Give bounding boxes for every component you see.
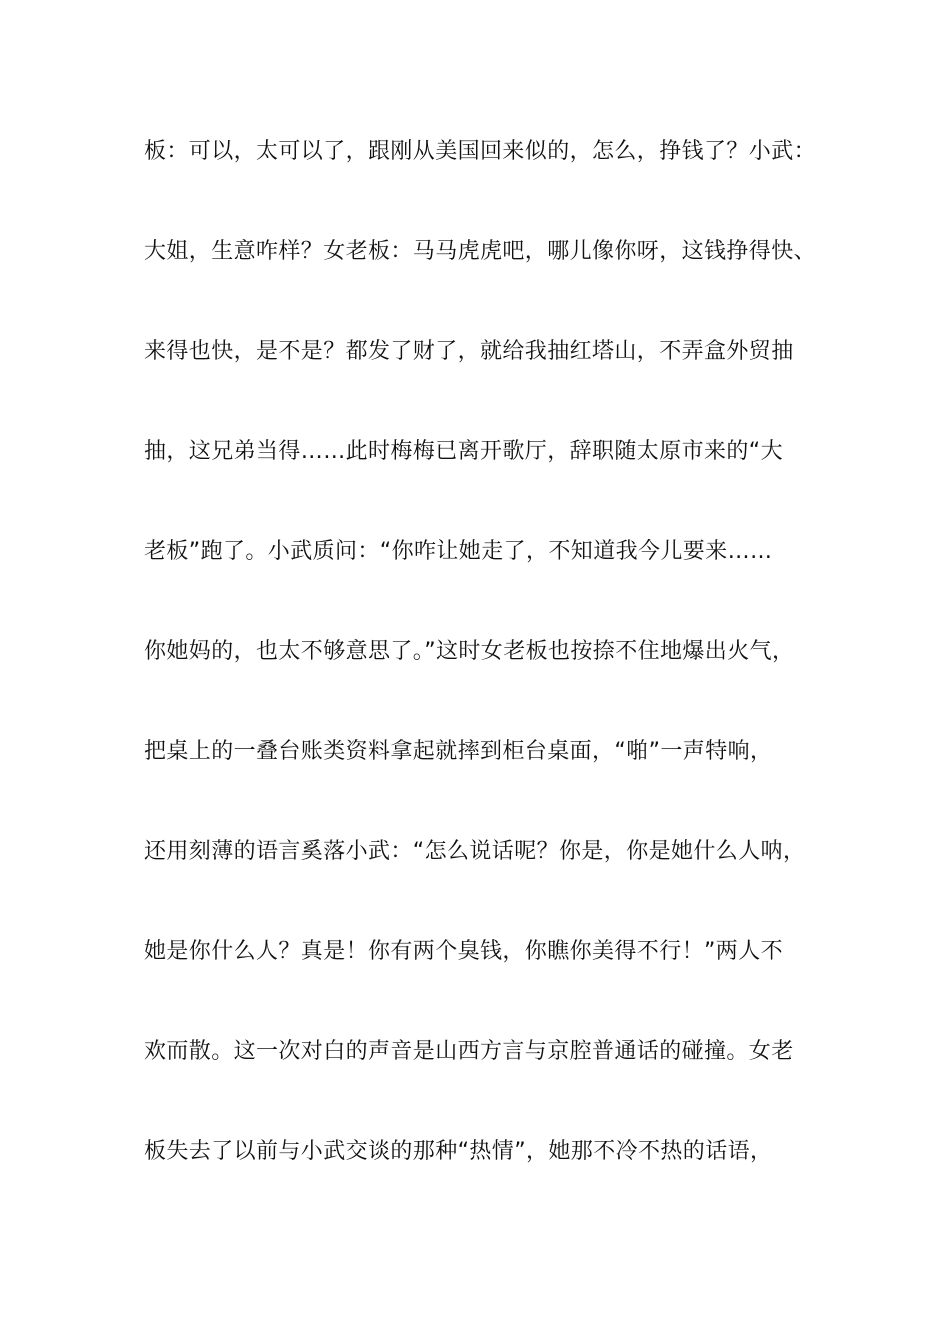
text-line: 欢而散。这一次对白的声音是山西方言与京腔普通话的碰撞。女老 — [144, 1039, 794, 1064]
text-line: 她是你什么人？真是！你有两个臭钱，你瞧你美得不行！”两人不 — [144, 939, 783, 964]
text-line: 还用刻薄的语言奚落小武：“怎么说话呢？你是，你是她什么人呐， — [144, 839, 806, 864]
text-line: 板：可以，太可以了，跟刚从美国回来似的，怎么，挣钱了？小武： — [144, 139, 817, 164]
text-line: 把桌上的一叠台账类资料拿起就摔到柜台桌面，“啪”一声特响， — [144, 739, 773, 764]
text-line: 老板”跑了。小武质问：“你咋让她走了，不知道我今儿要来…… — [144, 539, 773, 564]
body-text — [144, 128, 824, 1228]
text-line: 大姐，生意咋样？女老板：马马虎虎吧，哪儿像你呀，这钱挣得快、 — [144, 239, 817, 264]
text-line: 抽，这兄弟当得……此时梅梅已离开歌厅，辞职随太原市来的“大 — [144, 439, 783, 464]
text-line: 来得也快，是不是？都发了财了，就给我抽红塔山，不弄盒外贸抽 — [144, 339, 794, 364]
text-line: 你她妈的，也太不够意思了。”这时女老板也按捺不住地爆出火气， — [144, 639, 795, 664]
text-line: 板失去了以前与小武交谈的那种“热情”，她那不冷不热的话语， — [144, 1139, 773, 1164]
